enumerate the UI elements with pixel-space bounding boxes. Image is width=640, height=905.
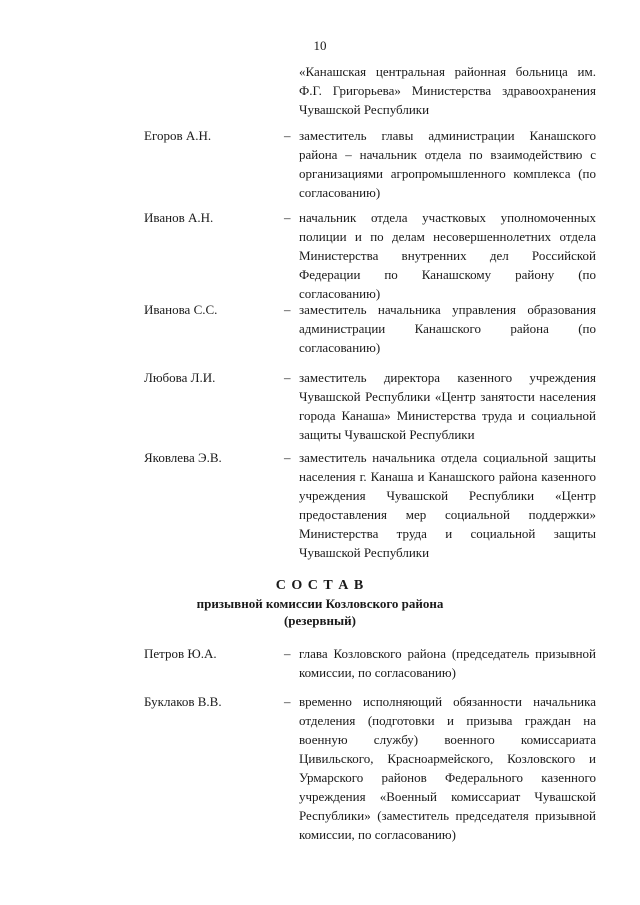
section-note: (резервный) bbox=[283, 613, 357, 628]
member-role: заместитель начальника управления образования администрации Канашского района (по согласованию) bbox=[299, 302, 596, 355]
member-role: заместитель главы администрации Канашского района – начальник отдела по взаимодействию с организациями агропромышленного комплекса (по согласованию) bbox=[299, 128, 596, 200]
continuation-text: «Канашская центральная районная больница им. Ф.Г. Григорьева» Министерства здравоохранения Чувашской Республики bbox=[299, 64, 596, 117]
member-name: Егоров А.Н. bbox=[144, 128, 212, 143]
dash: – bbox=[284, 210, 291, 225]
member-name: Любова Л.И. bbox=[144, 370, 216, 385]
dash: – bbox=[284, 302, 291, 317]
dash: – bbox=[284, 450, 291, 465]
member-role: заместитель начальника отдела социальной защиты населения г. Канаша и Канашского района казенного учреждения Чувашской Республики «Центр предоставления мер социальной поддержки» Министерства труда и социальной защиты Чувашской Республики bbox=[299, 450, 596, 560]
page-number: 10 bbox=[313, 38, 327, 53]
dash: – bbox=[284, 694, 291, 709]
dash: – bbox=[284, 128, 291, 143]
member-role: временно исполняющий обязанности начальника отделения (подготовки и призыва граждан на военную службу) военного комиссариата Цивильского, Красноармейского, Козловского и Урмарского районов Федерального казенного учреждения «Военный комиссариат Чувашской Республики» (заместитель председателя призывной комиссии, по согласованию) bbox=[299, 694, 596, 842]
member-name: Яковлева Э.В. bbox=[144, 450, 222, 465]
member-role: начальник отдела участковых уполномоченных полиции и по делам несовершеннолетних отдела Министерства внутренних дел Российской Федерации по Канашскому району (по согласованию) bbox=[299, 210, 596, 301]
member-name: Буклаков В.В. bbox=[144, 694, 222, 709]
member-name: Иванова С.С. bbox=[144, 302, 218, 317]
section-title: С О С Т А В bbox=[275, 578, 365, 593]
member-name: Иванов А.Н. bbox=[144, 210, 214, 225]
member-name: Петров Ю.А. bbox=[144, 646, 217, 661]
member-role: заместитель директора казенного учреждения Чувашской Республики «Центр занятости населения города Канаша» Министерства труда и социальной защиты Чувашской Республики bbox=[299, 370, 596, 442]
section-subtitle: призывной комиссии Козловского района bbox=[196, 596, 444, 611]
dash: – bbox=[284, 370, 291, 385]
dash: – bbox=[284, 646, 291, 661]
member-role: глава Козловского района (председатель призывной комиссии, по согласованию) bbox=[299, 646, 596, 680]
